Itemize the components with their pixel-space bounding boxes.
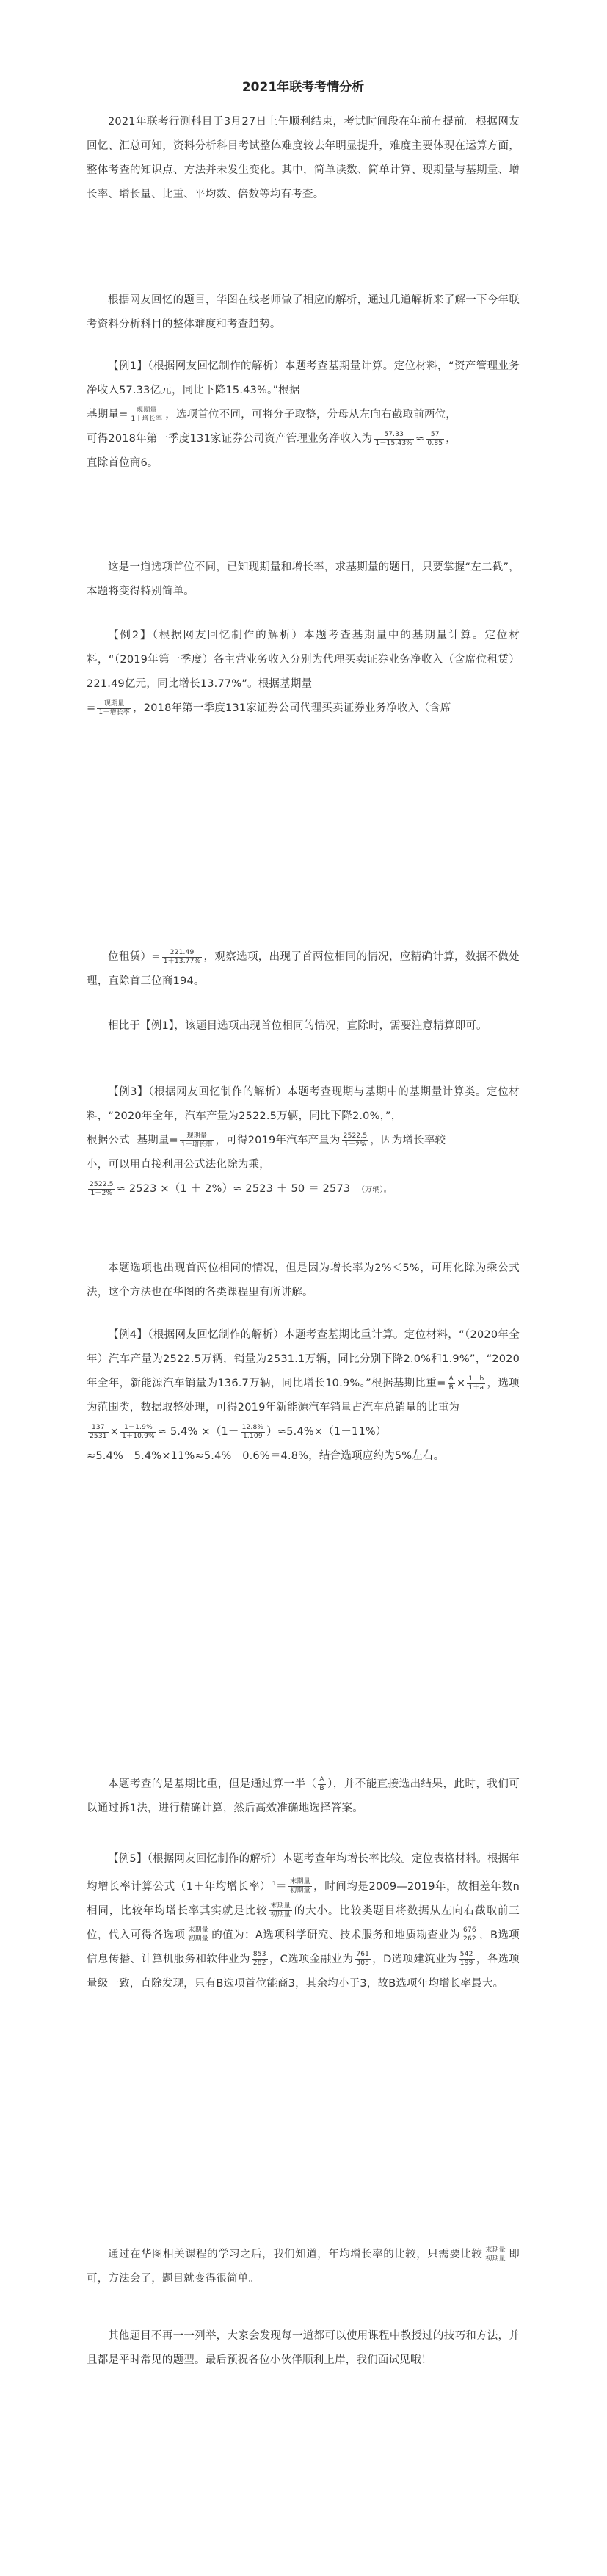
formula-fraction: $\frac{137}{2531}$ — [90, 1423, 107, 1440]
formula-fraction: $\frac{\text{末期量}}{\text{初期量}}$ — [188, 1926, 208, 1943]
example-3-heading: 【例3】（根据网友回忆制作的解析）本题考查现期与基期中的基期量计算类。定位材料，“2020年全年，汽车产量为2522.5万辆，同比下降2.0%，”， — [87, 1086, 520, 1122]
example-3: 【例3】（根据网友回忆制作的解析）本题考查现期与基期中的基期量计算类。定位材料，“2020年全年，汽车产量为2522.5万辆，同比下降2.0%，”， 根据公式 基期量= $\frac{\text{现期量}}{\text{1＋增长率}}$ ，可得2019年汽车产量为 $\frac{2522.5}{1-2\%}$ ，因为增长率较 小，可以用直接利用公式法化除为乘， $\frac{2522.5}{1-2\%}$ ≈ 2523 ×（1 ＋ 2%）≈ 2523 ＋ 50 ＝ 2573 （万辆）。 — [87, 1086, 520, 1197]
formula-fraction: $\frac{1+b}{1+a}$ — [468, 1375, 484, 1391]
formula-fraction: $\frac{2522.5}{1-2\%}$ — [90, 1180, 114, 1197]
formula-fraction: $\frac{\text{现期量}}{\text{1＋增长率}}$ — [181, 1132, 213, 1149]
formula-fraction: $\frac{676}{262}$ — [463, 1926, 476, 1943]
closing-paragraph: 其他题目不再一一列举，大家会发现每一道都可以使用课程中教授过的技巧和方法，并且都是平时常见的题型。最后预祝各位小伙伴顺利上岸，我们面试见哦！ — [87, 2330, 520, 2366]
example-2: 【例2】（根据网友回忆制作的解析）本题考查基期量中的基期量计算。定位材料，“（2019年第一季度）各主营业务收入分别为代理买卖证券业务净收入（含席位租赁）221.49亿元，同比增长13.77%”。根据基期量 = $\frac{\text{现期量}}{\text{1＋增长率}}$ ，2018年第一季度131家证券公司代理买卖证券业务净收入（含席 — [87, 630, 520, 716]
formula-fraction: $\frac{542}{199}$ — [459, 1951, 473, 1968]
formula-fraction: $\frac{\text{现期量}}{\text{1＋增长率}}$ — [98, 699, 131, 716]
example-4: 【例4】（根据网友回忆制作的解析）本题考查基期比重计算。定位材料，“（2020年全年）汽车产量为2522.5万辆，销量为2531.1万辆，同比分别下降2.0%和1.9%”，“2020年全年，新能源汽车销量为136.7万辆，同比增长10.9%。”根据基期比重= $\frac{A}{B}$ × $\frac{1+b}{1+a}$ ，选项为范围类，数据取整处理，可得2019年新能源汽车销量占汽车总销量的比重为 $\frac{137}{2531}$ × $\frac{1-1.9\%}{1+10.9\%}$ ≈ 5.4% ×（1－ $\frac{12.8\%}{1.109}$ ）≈5.4%×（1－11%） ≈5.4%－5.4%×11%≈5.4%－0.6%＝4.8%，结合选项应约为5%左右。 — [87, 1329, 520, 1462]
example-3-note: 本题选项也出现首两位相同的情况，但是因为增长率为2%＜5%，可用化除为乘公式法，这个方法也在华图的各类课程里有所讲解。 — [87, 1262, 520, 1298]
example-5: 【例5】（根据网友回忆制作的解析）本题考查年均增长率比较。定位表格材料。根据年均增长率计算公式（1＋年均增长率）$^n$＝ $\frac{\text{末期量}}{\text{初期量}}$ ，时间均是2009—2019年，故相差年数n相同，比较年均增长率其实就是比较 $\frac{\text{末期量}}{\text{初期量}}$ 的大小。比较类题目将数据从左向右截取前三位，代入可得各选项 $\frac{\text{末期量}}{\text{初期量}}$ 的值为：A选项科学研究、技术服务和地质勘查业为 $\frac{676}{262}$ ，B选项信息传播、计算机服务和软件业为 $\frac{853}{282}$ ，C选项金融业为 $\frac{761}{305}$ ，D选项建筑业为 $\frac{542}{199}$ ，各选项量级一致，直除发现，只有B选项首位能商3，其余均小于3，故B选项年均增长率最大。 — [87, 1853, 520, 1990]
example-1-note: 这是一道选项首位不同，已知现期量和增长率，求基期量的题目，只要掌握“左二截”，本题将变得特别简单。 — [87, 561, 520, 597]
intro-paragraph-1: 2021年联考行测科目于3月27日上午顺利结束，考试时间段在年前有提前。根据网友回忆、汇总可知，资料分析科目考试整体难度较去年明显提升，难度主要体现在运算方面，整体考查的知识点、方法并未发生变化。其中，简单读数、简单计算、现期量与基期量、增长率、增长量、比重、平均数、倍数等均有考查。 — [87, 116, 520, 200]
example-4-heading: 【例4】（根据网友回忆制作的解析）本题考查基期比重计算。定位材料，“（2020年全年）汽车产量为2522.5万辆，销量为2531.1万辆，同比分别下降2.0%和1.9%”，“2020年全年，新能源汽车销量为136.7万辆，同比增长10.9%。”根据基期比重= — [87, 1329, 520, 1389]
example-1: 【例1】（根据网友回忆制作的解析）本题考查基期量计算。定位材料，“资产管理业务净收入57.33亿元，同比下降15.43%。”根据 基期量= $\frac{\text{现期量}}{\text{1＋增长率}}$ ，选项首位不同，可将分子取整，分母从左向右截取前两位， 可得2018年第一季度131家证券公司资产管理业务净收入为 $\frac{57.33}{1-15.43\%}$ ≈ $\frac{57}{0.85}$ ， 直除首位商6。 — [87, 360, 520, 469]
formula-fraction: $\frac{A}{B}$ — [319, 1775, 324, 1792]
intro-paragraph-2: 根据网友回忆的题目，华图在线老师做了相应的解析，通过几道解析来了解一下今年联考资料分析科目的整体难度和考查趋势。 — [87, 294, 520, 330]
example-5-note: 通过在华图相关课程的学习之后，我们知道，年均增长率的比较，只需要比较 $\frac{\text{末期量}}{\text{初期量}}$ 即可，方法会了，题目就变得很简单。 — [87, 2246, 520, 2285]
formula-fraction: $\frac{\text{末期量}}{\text{初期量}}$ — [485, 2246, 506, 2263]
formula-fraction: $\frac{\text{末期量}}{\text{初期量}}$ — [270, 1902, 291, 1919]
formula-fraction: $\frac{2522.5}{1-2\%}$ — [343, 1132, 368, 1149]
formula-fraction: $\frac{221.49}{1+13.77\%}$ — [163, 948, 201, 965]
formula-fraction: $\frac{A}{B}$ — [448, 1375, 454, 1391]
example-2-continued: 位租赁）= $\frac{221.49}{1+13.77\%}$ ，观察选项，出现了首两位相同的情况，应精确计算，数据不做处理，直除首三位商194。 — [87, 948, 520, 987]
article-title: 2021年联考考情分析 — [241, 80, 365, 95]
formula-fraction: $\frac{57.33}{1-15.43\%}$ — [375, 430, 413, 447]
formula-fraction: $\frac{12.8\%}{1.109}$ — [241, 1423, 264, 1440]
example-1-heading: 【例1】（根据网友回忆制作的解析）本题考查基期量计算。定位材料，“资产管理业务净收入57.33亿元，同比下降15.43%。”根据 — [87, 360, 520, 396]
formula-fraction: $\frac{853}{282}$ — [252, 1951, 266, 1968]
formula-fraction: $\frac{57}{0.85}$ — [427, 430, 443, 447]
formula-fraction: $\frac{\text{现期量}}{\text{1＋增长率}}$ — [131, 406, 163, 423]
example-5-heading: 【例5】（根据网友回忆制作的解析）本题考查年均增长率比较。定位表格材料。根据年均增长率计算公式 — [87, 1853, 520, 1893]
example-2-heading: 【例2】（根据网友回忆制作的解析）本题考查基期量中的基期量计算。定位材料，“（2019年第一季度）各主营业务收入分别为代理买卖证券业务净收入（含席位租赁）221.49亿元，同比增长13.77%”。根据基期量 — [87, 630, 520, 690]
example-2-note: 相比于【例1】，该题目选项出现首位相同的情况，直除时，需要注意精算即可。 — [108, 1020, 487, 1032]
formula-fraction: $\frac{761}{305}$ — [356, 1951, 370, 1968]
formula-fraction: $\frac{\text{末期量}}{\text{初期量}}$ — [290, 1878, 310, 1895]
formula-fraction: $\frac{1-1.9\%}{1+10.9\%}$ — [122, 1423, 155, 1440]
example-4-note: 本题考查的是基期比重，但是通过算一半（ $\frac{A}{B}$ ），并不能直接选出结果，此时，我们可以通过拆1法，进行精确计算，然后高效准确地选择答案。 — [87, 1775, 520, 1814]
